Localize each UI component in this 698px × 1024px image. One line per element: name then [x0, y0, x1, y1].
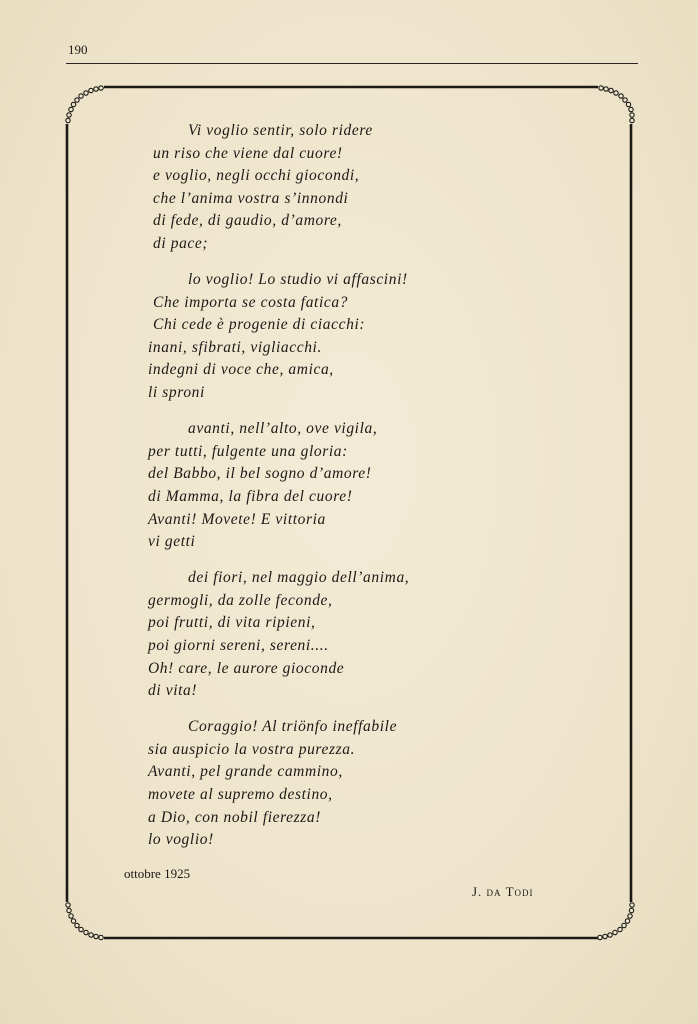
poem-line: un riso che viene dal cuore! — [153, 144, 343, 162]
poem-line: li sproni — [148, 384, 205, 402]
poem-line: inani, sfibrati, vigliacchi. — [148, 338, 322, 356]
poem-line: di pace; — [153, 234, 209, 252]
poem-line: Oh! care, le aurore gioconde — [148, 659, 345, 677]
stanza-3 — [148, 418, 588, 554]
poem-author: J. da Todi — [472, 884, 534, 899]
poem-date: ottobre 1925 — [124, 866, 191, 881]
poem-line: Vi voglio sentir, solo ridere — [188, 122, 373, 139]
stanza-2 — [148, 269, 588, 405]
stanza-4 — [148, 567, 588, 703]
poem-line: e voglio, negli occhi giocondi, — [153, 167, 360, 185]
poem-line: Avanti! Movete! E vittoria — [148, 510, 326, 528]
poem-line: di vita! — [148, 682, 198, 700]
poem-line: per tutti, fulgente una gloria: — [148, 442, 348, 460]
poem-line: di fede, di gaudio, d’amore, — [153, 212, 342, 230]
poem — [148, 120, 588, 865]
poem-line: dei fiori, nel maggio dell’anima, — [188, 569, 410, 587]
poem-line: vi getti — [148, 533, 196, 551]
page-number: 190 — [68, 42, 88, 57]
stanza-5 — [148, 716, 588, 852]
poem-line: Coraggio! Al triönfo ineffabile — [188, 718, 398, 736]
stanza-1 — [148, 120, 588, 256]
poem-line: poi frutti, di vita ripieni, — [148, 614, 316, 632]
poem-line: del Babbo, il bel sogno d’amore! — [148, 465, 372, 483]
poem-line: poi giorni sereni, sereni.... — [148, 636, 329, 654]
poem-line: di Mamma, la fibra del cuore! — [148, 487, 353, 505]
poem-line: indegni di voce che, amica, — [148, 361, 334, 379]
poem-line: che l’anima vostra s’innondi — [153, 189, 349, 207]
poem-line: movete al supremo destino, — [148, 786, 333, 804]
poem-line: Avanti, pel grande cammino, — [148, 763, 343, 781]
poem-line: a Dio, con nobil fierezza! — [148, 808, 322, 826]
poem-line: germogli, da zolle feconde, — [148, 591, 333, 609]
poem-line: Chi cede è progenie di ciacchi: — [153, 316, 366, 334]
poem-line: avanti, nell’alto, ove vigila, — [188, 420, 378, 438]
poem-line: lo voglio! Lo studio vi affascini! — [188, 271, 408, 289]
poem-line: sia auspicio la vostra purezza. — [148, 740, 356, 758]
poem-line: lo voglio! — [148, 831, 214, 849]
poem-line: Che importa se costa fatica? — [153, 293, 349, 311]
